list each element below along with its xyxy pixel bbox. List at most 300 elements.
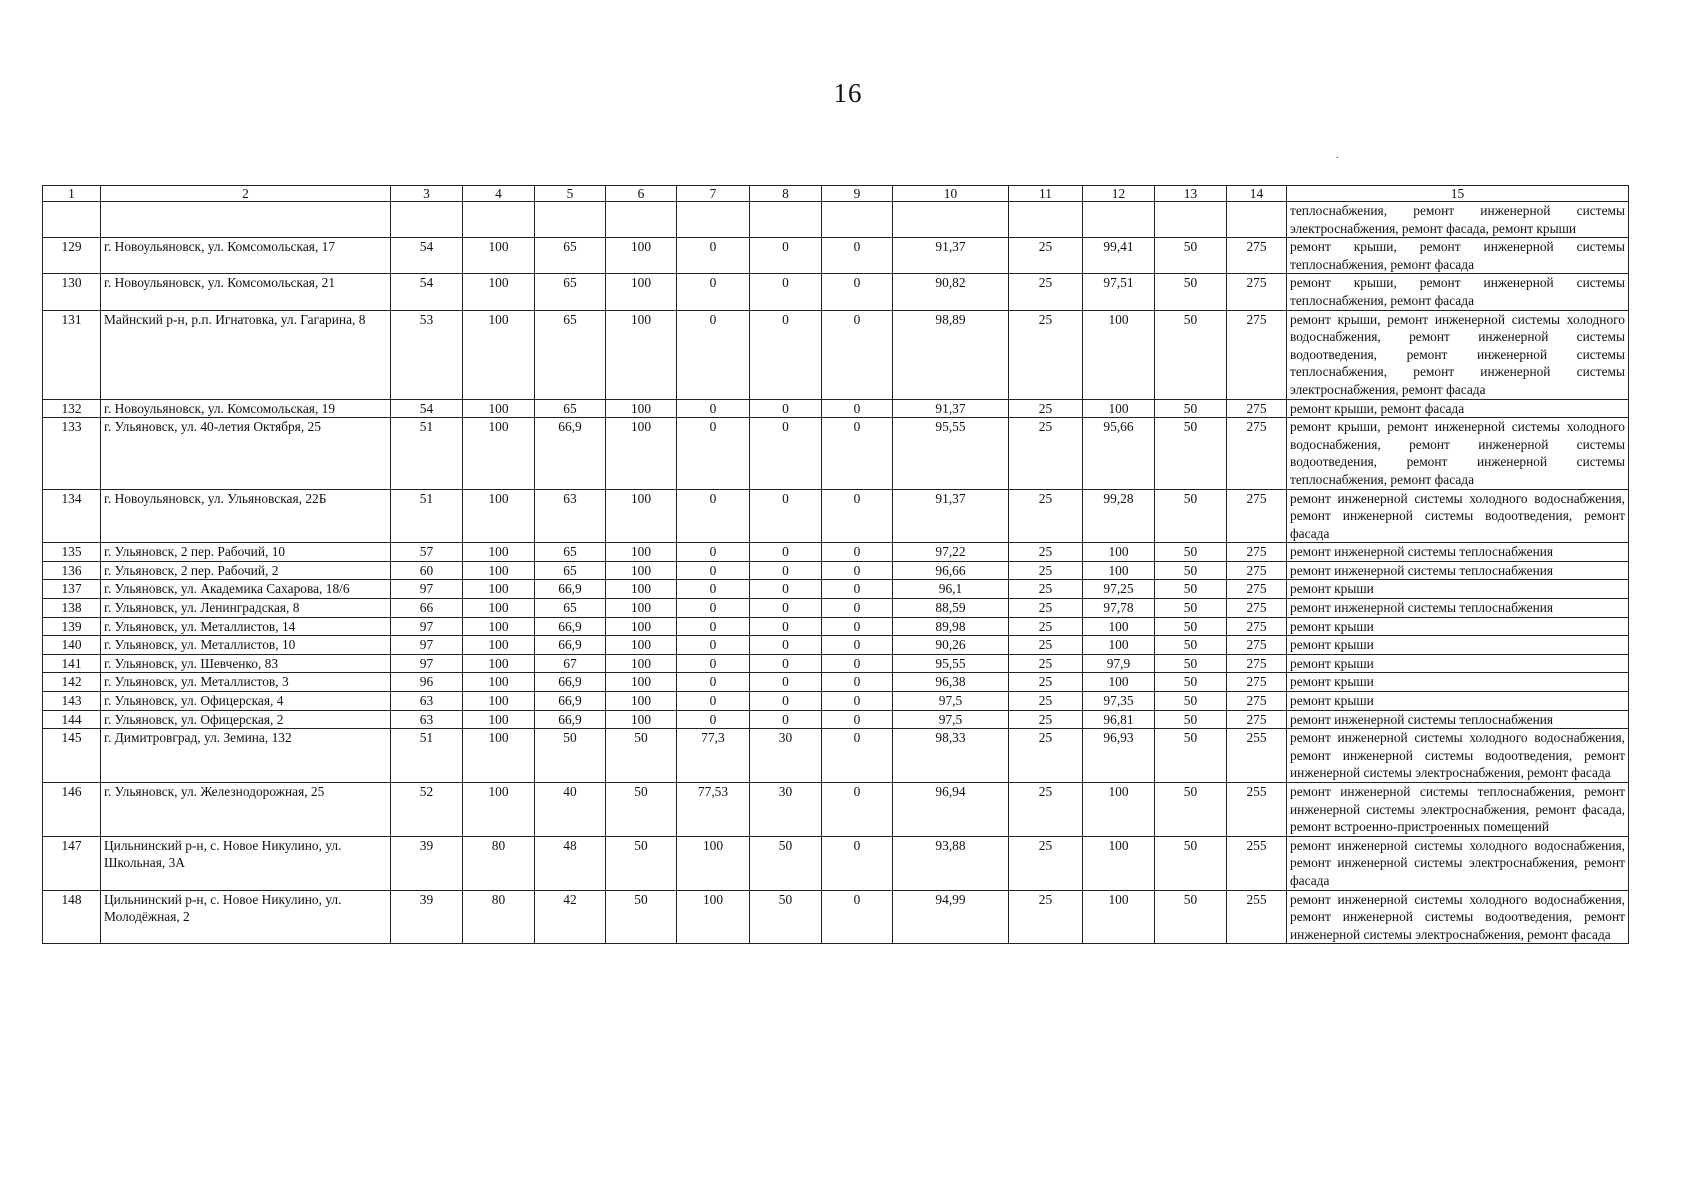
- cell-address: г. Ульяновск, ул. Металлистов, 10: [101, 636, 391, 655]
- cell-c3: 97: [391, 617, 463, 636]
- cell-address: г. Ульяновск, ул. Ленинградская, 8: [101, 599, 391, 618]
- cell-c5: 50: [535, 729, 606, 783]
- continuation-row: [43, 202, 1629, 238]
- cell-c3: 53: [391, 310, 463, 399]
- cell-c11: 25: [1009, 580, 1083, 599]
- cell-c12: 100: [1083, 561, 1155, 580]
- cell-c4: 100: [463, 418, 535, 489]
- cell-c11: 25: [1009, 729, 1083, 783]
- cell-c5: 65: [535, 274, 606, 310]
- table-row: [43, 710, 1629, 729]
- cell-c8: 0: [750, 543, 822, 562]
- cell-c14: 275: [1227, 489, 1287, 543]
- cell-address: г. Новоульяновск, ул. Комсомольская, 17: [101, 238, 391, 274]
- cell-c14: 275: [1227, 561, 1287, 580]
- cell-c4: 100: [463, 710, 535, 729]
- cell-works: ремонт крыши, ремонт инженерной системы холодного водоснабжения, ремонт инженерной системы водоотведения, ремонт инженерной системы теплоснабжения, ремонт фасада: [1287, 418, 1629, 489]
- cell-c3: 39: [391, 836, 463, 890]
- cell-works: ремонт инженерной системы холодного водоснабжения, ремонт инженерной системы водоотведения, ремонт инженерной системы электроснабжения, ремонт фасада: [1287, 729, 1629, 783]
- cell-c9: 0: [822, 238, 893, 274]
- cell-c9: 0: [822, 729, 893, 783]
- cell-c5: 66,9: [535, 673, 606, 692]
- cell-number: 145: [43, 729, 101, 783]
- cell-c4: 100: [463, 274, 535, 310]
- cell-c6: 100: [606, 489, 677, 543]
- cell-c11: 25: [1009, 561, 1083, 580]
- cell-works: ремонт инженерной системы теплоснабжения: [1287, 543, 1629, 562]
- cell-works: ремонт инженерной системы теплоснабжения: [1287, 710, 1629, 729]
- cell-c8: 0: [750, 599, 822, 618]
- cell-c4: 100: [463, 399, 535, 418]
- cell-number: 143: [43, 692, 101, 711]
- cell-c6: 100: [606, 673, 677, 692]
- cell-number: 134: [43, 489, 101, 543]
- cell-c11: 25: [1009, 617, 1083, 636]
- cell-number: 142: [43, 673, 101, 692]
- cell-c11: 25: [1009, 890, 1083, 944]
- cell-address: г. Ульяновск, 2 пер. Рабочий, 2: [101, 561, 391, 580]
- cell-address: Майнский р-н, р.п. Игнатовка, ул. Гагарина, 8: [101, 310, 391, 399]
- cell-c3: 51: [391, 729, 463, 783]
- cell-c14: 275: [1227, 310, 1287, 399]
- cell-c12: 100: [1083, 617, 1155, 636]
- cell-c6: 100: [606, 399, 677, 418]
- cell-c10: 94,99: [893, 890, 1009, 944]
- cell-c3: 97: [391, 654, 463, 673]
- cell-c5: 65: [535, 543, 606, 562]
- cell-c4: 100: [463, 654, 535, 673]
- cell-number: 146: [43, 783, 101, 837]
- cell-c4: 100: [463, 489, 535, 543]
- cell-c7: 0: [677, 654, 750, 673]
- cell-c5: 66,9: [535, 418, 606, 489]
- cell-c12: 97,78: [1083, 599, 1155, 618]
- cell-c11: 25: [1009, 399, 1083, 418]
- cell-works: ремонт крыши, ремонт инженерной системы теплоснабжения, ремонт фасада: [1287, 274, 1629, 310]
- cell-address: Цильнинский р-н, с. Новое Никулино, ул. Молодёжная, 2: [101, 890, 391, 944]
- cell-c6: 100: [606, 561, 677, 580]
- cell-c8: 0: [750, 310, 822, 399]
- cell-works: ремонт крыши: [1287, 673, 1629, 692]
- cell-c6: 100: [606, 580, 677, 599]
- cell-c5: 66,9: [535, 636, 606, 655]
- cell-c14: 255: [1227, 836, 1287, 890]
- cell-c9: 0: [822, 310, 893, 399]
- cell-c9: 0: [822, 783, 893, 837]
- cell-c11: 25: [1009, 710, 1083, 729]
- cell-c4: 100: [463, 310, 535, 399]
- cell-c10: 96,66: [893, 561, 1009, 580]
- cell-works: ремонт крыши: [1287, 654, 1629, 673]
- cell-c10: 97,5: [893, 710, 1009, 729]
- cell-works: ремонт инженерной системы теплоснабжения: [1287, 561, 1629, 580]
- cell-c14: 255: [1227, 890, 1287, 944]
- cell-c5: 40: [535, 783, 606, 837]
- cell-c10: 91,37: [893, 399, 1009, 418]
- cell-c14: 255: [1227, 729, 1287, 783]
- cell-works: ремонт крыши: [1287, 580, 1629, 599]
- cell-c11: 25: [1009, 310, 1083, 399]
- column-header-7: 7: [677, 186, 750, 202]
- table-row: [43, 599, 1629, 618]
- cell-c3: 66: [391, 599, 463, 618]
- cell-c13: 50: [1155, 710, 1227, 729]
- cell-c12: 97,51: [1083, 274, 1155, 310]
- cell-c9: 0: [822, 599, 893, 618]
- cell-c8: 0: [750, 399, 822, 418]
- cell-c14: 275: [1227, 399, 1287, 418]
- cell-address: г. Ульяновск, ул. Шевченко, 83: [101, 654, 391, 673]
- cell-c7: 0: [677, 399, 750, 418]
- cell-c7: 0: [677, 617, 750, 636]
- cell-number: [43, 202, 101, 238]
- scan-mark: .: [1336, 150, 1339, 161]
- repair-program-table: [42, 185, 1629, 944]
- cell-c13: 50: [1155, 836, 1227, 890]
- cell-c8: 0: [750, 580, 822, 599]
- cell-c13: 50: [1155, 599, 1227, 618]
- cell-c10: 91,37: [893, 489, 1009, 543]
- cell-number: 131: [43, 310, 101, 399]
- column-header-9: 9: [822, 186, 893, 202]
- cell-works: ремонт инженерной системы холодного водоснабжения, ремонт инженерной системы водоотведения, ремонт инженерной системы электроснабжения, ремонт фасада: [1287, 890, 1629, 944]
- cell-c14: 275: [1227, 673, 1287, 692]
- cell-c8: 0: [750, 561, 822, 580]
- cell-c14: 275: [1227, 654, 1287, 673]
- cell-c14: 255: [1227, 783, 1287, 837]
- cell-c7: 0: [677, 543, 750, 562]
- cell-works: теплоснабжения, ремонт инженерной системы электроснабжения, ремонт фасада, ремонт крыши: [1287, 202, 1629, 238]
- cell-number: 136: [43, 561, 101, 580]
- cell-c7: 100: [677, 836, 750, 890]
- cell-c11: 25: [1009, 673, 1083, 692]
- cell-c10: 95,55: [893, 654, 1009, 673]
- cell-c9: 0: [822, 654, 893, 673]
- cell-number: 132: [43, 399, 101, 418]
- cell-c9: 0: [822, 399, 893, 418]
- cell-c5: 65: [535, 599, 606, 618]
- cell-c6: 100: [606, 274, 677, 310]
- column-header-3: 3: [391, 186, 463, 202]
- cell-c12: 95,66: [1083, 418, 1155, 489]
- cell-number: 147: [43, 836, 101, 890]
- cell-c6: 50: [606, 783, 677, 837]
- cell-c3: 57: [391, 543, 463, 562]
- cell-c12: 100: [1083, 836, 1155, 890]
- cell-c8: 0: [750, 636, 822, 655]
- cell-c13: 50: [1155, 580, 1227, 599]
- column-header-13: 13: [1155, 186, 1227, 202]
- cell-c11: 25: [1009, 836, 1083, 890]
- table-row: [43, 836, 1629, 890]
- cell-address: г. Ульяновск, ул. Железнодорожная, 25: [101, 783, 391, 837]
- cell-c13: 50: [1155, 617, 1227, 636]
- table-row: [43, 654, 1629, 673]
- cell-c6: 50: [606, 729, 677, 783]
- cell-c11: 25: [1009, 599, 1083, 618]
- cell-c9: 0: [822, 617, 893, 636]
- cell-c14: 275: [1227, 599, 1287, 618]
- column-number-row: [43, 186, 1629, 202]
- table-body: [43, 186, 1629, 944]
- table-row: [43, 580, 1629, 599]
- cell-works: ремонт крыши: [1287, 636, 1629, 655]
- cell-c10: 91,37: [893, 238, 1009, 274]
- cell-c6: 100: [606, 543, 677, 562]
- cell-c4: 100: [463, 599, 535, 618]
- cell-c6: 50: [606, 836, 677, 890]
- cell-c8: 0: [750, 617, 822, 636]
- cell-c3: 54: [391, 274, 463, 310]
- cell-c10: 96,1: [893, 580, 1009, 599]
- cell-c7: 77,53: [677, 783, 750, 837]
- cell-c10: 88,59: [893, 599, 1009, 618]
- cell-address: г. Ульяновск, ул. Металлистов, 14: [101, 617, 391, 636]
- cell-c3: 63: [391, 710, 463, 729]
- cell-c3: 60: [391, 561, 463, 580]
- cell-c8: 0: [750, 489, 822, 543]
- cell-c10: 97,5: [893, 692, 1009, 711]
- cell-c8: 50: [750, 890, 822, 944]
- cell-c7: 0: [677, 310, 750, 399]
- cell-works: ремонт инженерной системы теплоснабжения, ремонт инженерной системы электроснабжения, ремонт фасада, ремонт встроенно-пристроенных помещений: [1287, 783, 1629, 837]
- cell-c14: 275: [1227, 617, 1287, 636]
- cell-c12: 100: [1083, 636, 1155, 655]
- cell-c12: 97,9: [1083, 654, 1155, 673]
- cell-works: ремонт инженерной системы холодного водоснабжения, ремонт инженерной системы электроснабжения, ремонт фасада: [1287, 836, 1629, 890]
- cell-c8: 0: [750, 238, 822, 274]
- cell-c9: 0: [822, 673, 893, 692]
- cell-c13: 50: [1155, 636, 1227, 655]
- cell-c14: 275: [1227, 274, 1287, 310]
- cell-number: 129: [43, 238, 101, 274]
- cell-c12: 99,41: [1083, 238, 1155, 274]
- cell-c5: 66,9: [535, 710, 606, 729]
- cell-c3: 39: [391, 890, 463, 944]
- cell-c3: 63: [391, 692, 463, 711]
- cell-c11: 25: [1009, 636, 1083, 655]
- cell-c10: 89,98: [893, 617, 1009, 636]
- cell-c9: 0: [822, 489, 893, 543]
- cell-c7: 77,3: [677, 729, 750, 783]
- cell-c5: 63: [535, 489, 606, 543]
- cell-c8: 30: [750, 729, 822, 783]
- cell-c12: 100: [1083, 399, 1155, 418]
- cell-c8: 0: [750, 710, 822, 729]
- cell-c7: 0: [677, 599, 750, 618]
- cell-c5: 66,9: [535, 692, 606, 711]
- cell-c9: 0: [822, 710, 893, 729]
- cell-c9: 0: [822, 580, 893, 599]
- cell-c8: 0: [750, 274, 822, 310]
- cell-number: 135: [43, 543, 101, 562]
- cell-c3: 54: [391, 399, 463, 418]
- cell-c6: 100: [606, 310, 677, 399]
- cell-c5: 48: [535, 836, 606, 890]
- column-header-14: 14: [1227, 186, 1287, 202]
- cell-c10: 96,94: [893, 783, 1009, 837]
- cell-c11: 25: [1009, 692, 1083, 711]
- cell-c9: 0: [822, 561, 893, 580]
- table-row: [43, 418, 1629, 489]
- cell-c6: 100: [606, 636, 677, 655]
- cell-c8: 30: [750, 783, 822, 837]
- cell-c4: 100: [463, 692, 535, 711]
- cell-c6: 100: [606, 418, 677, 489]
- cell-c12: 97,35: [1083, 692, 1155, 711]
- table-row: [43, 673, 1629, 692]
- cell-c7: 0: [677, 561, 750, 580]
- table-row: [43, 238, 1629, 274]
- cell-number: 138: [43, 599, 101, 618]
- cell-c3: 52: [391, 783, 463, 837]
- cell-address: г. Ульяновск, 2 пер. Рабочий, 10: [101, 543, 391, 562]
- cell-c10: 90,82: [893, 274, 1009, 310]
- cell-c8: 0: [750, 692, 822, 711]
- cell-number: 144: [43, 710, 101, 729]
- cell-c12: 100: [1083, 783, 1155, 837]
- cell-c4: 100: [463, 580, 535, 599]
- cell-c13: 50: [1155, 274, 1227, 310]
- table-row: [43, 617, 1629, 636]
- cell-c7: 0: [677, 692, 750, 711]
- column-header-1: 1: [43, 186, 101, 202]
- cell-c6: 100: [606, 654, 677, 673]
- cell-c4: 100: [463, 783, 535, 837]
- cell-c13: 50: [1155, 489, 1227, 543]
- cell-c11: 25: [1009, 543, 1083, 562]
- cell-number: 130: [43, 274, 101, 310]
- cell-c14: 275: [1227, 580, 1287, 599]
- cell-c13: 50: [1155, 238, 1227, 274]
- cell-c9: 0: [822, 543, 893, 562]
- cell-number: 148: [43, 890, 101, 944]
- cell-c14: 275: [1227, 238, 1287, 274]
- table-row: [43, 310, 1629, 399]
- cell-number: 141: [43, 654, 101, 673]
- cell-c12: 96,81: [1083, 710, 1155, 729]
- cell-c9: 0: [822, 418, 893, 489]
- cell-c7: 0: [677, 489, 750, 543]
- cell-works: ремонт крыши, ремонт инженерной системы холодного водоснабжения, ремонт инженерной системы водоотведения, ремонт инженерной системы теплоснабжения, ремонт инженерной системы электроснабжения, ремонт фасада: [1287, 310, 1629, 399]
- table-row: [43, 399, 1629, 418]
- cell-c14: 275: [1227, 418, 1287, 489]
- cell-c14: 275: [1227, 543, 1287, 562]
- cell-c6: 100: [606, 599, 677, 618]
- cell-works: ремонт крыши: [1287, 692, 1629, 711]
- cell-c6: 100: [606, 692, 677, 711]
- cell-c14: 275: [1227, 710, 1287, 729]
- cell-c7: 0: [677, 418, 750, 489]
- cell-c7: 100: [677, 890, 750, 944]
- cell-c5: 42: [535, 890, 606, 944]
- cell-c12: 96,93: [1083, 729, 1155, 783]
- cell-c11: 25: [1009, 274, 1083, 310]
- cell-c13: 50: [1155, 543, 1227, 562]
- cell-c9: 0: [822, 836, 893, 890]
- cell-c11: 25: [1009, 418, 1083, 489]
- cell-c8: 50: [750, 836, 822, 890]
- cell-c6: 100: [606, 238, 677, 274]
- cell-c4: 80: [463, 836, 535, 890]
- cell-c8: 0: [750, 418, 822, 489]
- cell-works: ремонт крыши: [1287, 617, 1629, 636]
- cell-c13: 50: [1155, 654, 1227, 673]
- cell-address: г. Ульяновск, ул. Металлистов, 3: [101, 673, 391, 692]
- cell-c13: 50: [1155, 310, 1227, 399]
- cell-c5: 66,9: [535, 580, 606, 599]
- table-row: [43, 692, 1629, 711]
- cell-address: г. Новоульяновск, ул. Комсомольская, 21: [101, 274, 391, 310]
- cell-c10: 98,89: [893, 310, 1009, 399]
- table-row: [43, 274, 1629, 310]
- cell-c7: 0: [677, 673, 750, 692]
- cell-c14: 275: [1227, 692, 1287, 711]
- cell-number: 139: [43, 617, 101, 636]
- cell-c13: 50: [1155, 561, 1227, 580]
- cell-c4: 100: [463, 543, 535, 562]
- cell-c11: 25: [1009, 489, 1083, 543]
- cell-c4: 100: [463, 561, 535, 580]
- cell-c3: 51: [391, 418, 463, 489]
- cell-address: г. Ульяновск, ул. Офицерская, 4: [101, 692, 391, 711]
- cell-c10: 97,22: [893, 543, 1009, 562]
- cell-c14: 275: [1227, 636, 1287, 655]
- cell-c7: 0: [677, 274, 750, 310]
- cell-c6: 100: [606, 710, 677, 729]
- cell-c9: 0: [822, 636, 893, 655]
- cell-c10: 93,88: [893, 836, 1009, 890]
- cell-c5: 65: [535, 238, 606, 274]
- cell-c12: 100: [1083, 673, 1155, 692]
- table-row: [43, 783, 1629, 837]
- cell-works: ремонт инженерной системы теплоснабжения: [1287, 599, 1629, 618]
- cell-c12: 100: [1083, 890, 1155, 944]
- cell-c7: 0: [677, 636, 750, 655]
- table-row: [43, 890, 1629, 944]
- cell-c9: 0: [822, 890, 893, 944]
- cell-address: г. Ульяновск, ул. 40-летия Октября, 25: [101, 418, 391, 489]
- cell-c6: 100: [606, 617, 677, 636]
- table-row: [43, 561, 1629, 580]
- cell-c4: 100: [463, 617, 535, 636]
- cell-c5: 66,9: [535, 617, 606, 636]
- table-row: [43, 729, 1629, 783]
- cell-c7: 0: [677, 238, 750, 274]
- cell-address: г. Новоульяновск, ул. Ульяновская, 22Б: [101, 489, 391, 543]
- cell-c13: 50: [1155, 418, 1227, 489]
- cell-c8: 0: [750, 654, 822, 673]
- column-header-4: 4: [463, 186, 535, 202]
- cell-c10: 95,55: [893, 418, 1009, 489]
- cell-number: 140: [43, 636, 101, 655]
- column-header-2: 2: [101, 186, 391, 202]
- cell-c3: 97: [391, 580, 463, 599]
- cell-c9: 0: [822, 274, 893, 310]
- cell-c12: 100: [1083, 543, 1155, 562]
- cell-c3: 96: [391, 673, 463, 692]
- cell-c10: 96,38: [893, 673, 1009, 692]
- column-header-6: 6: [606, 186, 677, 202]
- cell-number: 137: [43, 580, 101, 599]
- cell-c4: 100: [463, 729, 535, 783]
- cell-c4: 100: [463, 636, 535, 655]
- page-number: 16: [833, 78, 863, 108]
- column-header-10: 10: [893, 186, 1009, 202]
- cell-c4: 100: [463, 673, 535, 692]
- cell-c6: 50: [606, 890, 677, 944]
- cell-c13: 50: [1155, 399, 1227, 418]
